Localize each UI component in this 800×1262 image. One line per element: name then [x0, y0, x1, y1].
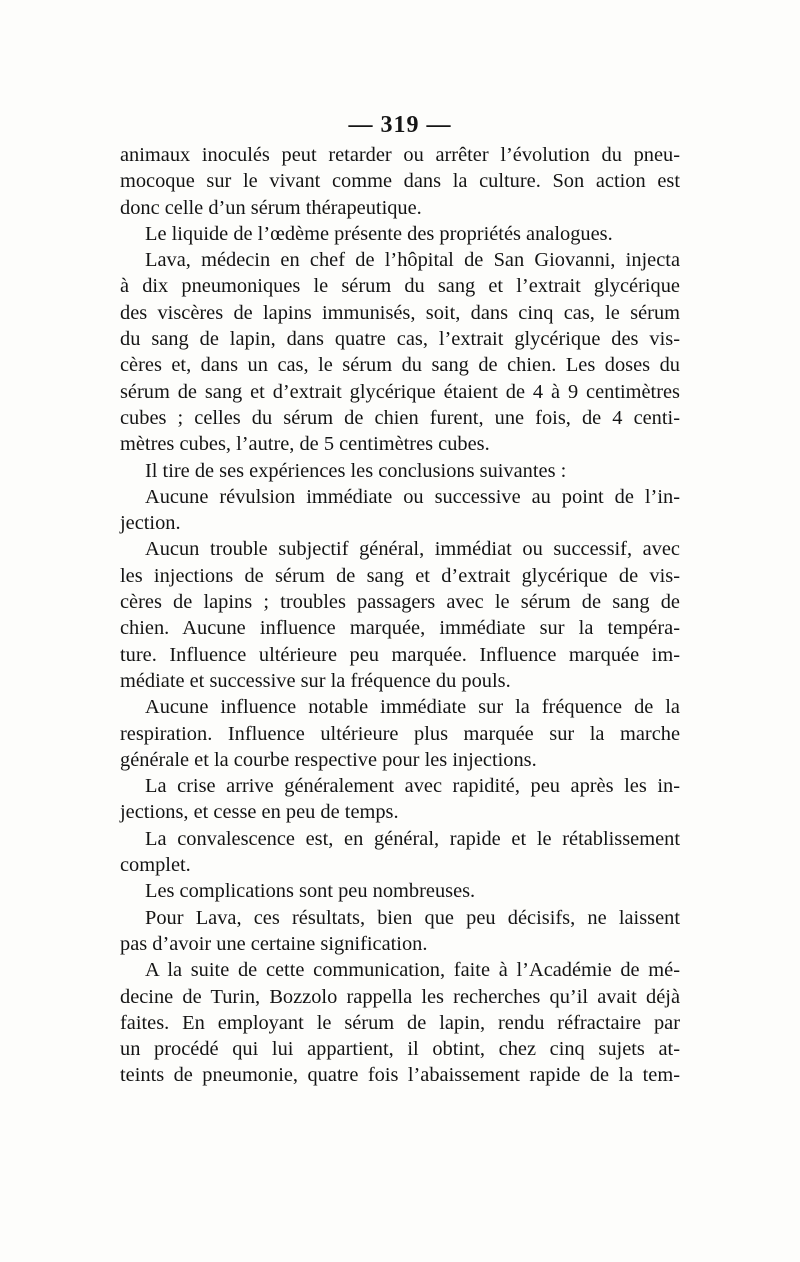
text-line: chien. Aucune influence marquée, immédiate sur la tempéra- — [120, 617, 680, 640]
text-line: donc celle d’un sérum thérapeutique. — [120, 196, 422, 219]
text-line: du sang de lapin, dans quatre cas, l’extrait glycérique des vis- — [120, 328, 680, 351]
text-line: complet. — [120, 854, 191, 877]
text-line: Aucune influence notable immédiate sur la fréquence de la — [145, 696, 680, 719]
text-line: Le liquide de l’œdème présente des propriétés analogues. — [145, 222, 613, 245]
text-line: à dix pneumoniques le sérum du sang et l’extrait glycérique — [120, 275, 680, 298]
text-line: teints de pneumonie, quatre fois l’abaissement rapide de la tem- — [120, 1064, 680, 1087]
text-line: La convalescence est, en général, rapide et le rétablissement — [145, 827, 680, 850]
text-line: La crise arrive généralement avec rapidité, peu après les in- — [145, 775, 680, 798]
text-line: Pour Lava, ces résultats, bien que peu décisifs, ne laissent — [145, 906, 680, 929]
text-line: pas d’avoir une certaine signification. — [120, 932, 428, 955]
text-line: mocoque sur le vivant comme dans la culture. Son action est — [120, 170, 680, 193]
text-line: decine de Turin, Bozzolo rappella les recherches qu’il avait déjà — [120, 985, 680, 1008]
text-line: Aucun trouble subjectif général, immédiat ou successif, avec — [145, 538, 680, 561]
text-line: A la suite de cette communication, faite à l’Académie de mé- — [145, 959, 680, 982]
text-line: cères de lapins ; troubles passagers avec le sérum de sang de — [120, 591, 680, 614]
text-line: faites. En employant le sérum de lapin, rendu réfractaire par — [120, 1011, 680, 1034]
text-line: respiration. Influence ultérieure plus marquée sur la marche — [120, 722, 680, 745]
text-line: Il tire de ses expériences les conclusions suivantes : — [145, 459, 567, 482]
text-line: médiate et successive sur la fréquence du pouls. — [120, 669, 511, 692]
text-line: animaux inoculés peut retarder ou arrêter l’évolution du pneu- — [120, 144, 680, 166]
body-text — [120, 142, 680, 1089]
text-line: générale et la courbe respective pour les injections. — [120, 748, 537, 771]
text-line: sérum de sang et d’extrait glycérique étaient de 4 à 9 centimètres — [120, 380, 680, 403]
text-line: des viscères de lapins immunisés, soit, dans cinq cas, le sérum — [120, 301, 680, 324]
text-line: cères et, dans un cas, le sérum du sang de chien. Les doses du — [120, 354, 680, 377]
text-line: Lava, médecin en chef de l’hôpital de San Giovanni, injecta — [145, 249, 680, 272]
text-line: cubes ; celles du sérum de chien furent, une fois, de 4 centi- — [120, 406, 680, 429]
text-line: les injections de sérum de sang et d’extrait glycérique de vis- — [120, 564, 680, 587]
text-line: Les complications sont peu nombreuses. — [145, 880, 476, 903]
text-line: un procédé qui lui appartient, il obtint, chez cinq sujets at- — [120, 1038, 680, 1061]
page-number: — 319 — — [348, 112, 452, 138]
text-line: mètres cubes, l’autre, de 5 centimètres cubes. — [120, 433, 490, 456]
text-line: jection. — [120, 512, 181, 535]
text-line: ture. Influence ultérieure peu marquée. Influence marquée im- — [120, 643, 680, 666]
text-line: jections, et cesse en peu de temps. — [120, 801, 399, 824]
text-line: Aucune révulsion immédiate ou successive au point de l’in- — [145, 485, 680, 508]
